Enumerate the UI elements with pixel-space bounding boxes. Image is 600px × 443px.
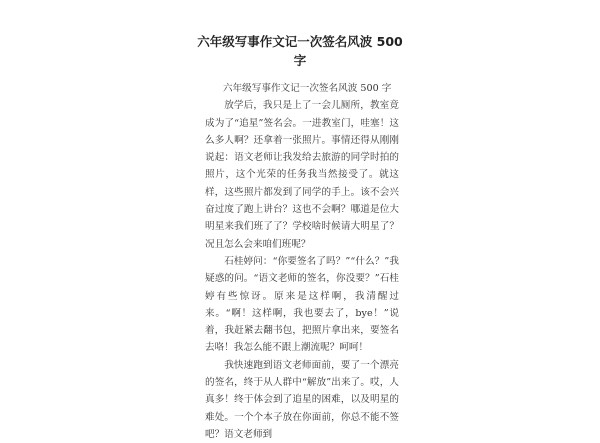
document-title (150, 32, 450, 70)
article-body (205, 80, 399, 443)
article-paragraph-3: 我快速跑到语文老师面前，要了一个漂亮的签名，终于从人群中“解放”出来了。哎，人真多！终于体会到了追星的困难，以及明星的难处。一个个本子放在你面前，你总不能不签吧？语文老师到 (205, 359, 399, 440)
article-paragraph-2: 石桂婷问：“你要签名了吗？”“什么？”我疑惑的问。“语文老师的签名，你没要？”石桂婷有些惊讶。原来是这样啊，我清醒过来。“啊！这样啊，我也要去了，bye！”说着，我赶紧去翻书包，把照片拿出来，要签名去咯！我怎么能不跟上潮流呢？呵呵！ (205, 255, 399, 354)
article-subtitle: 六年级写事作文记一次签名风波 500 字 (223, 83, 392, 94)
document-title-line-1: 六年级写事作文记一次签名风波 500 (197, 34, 403, 49)
article-paragraph-1: 放学后，我只是上了一会儿厕所，教室竟成为了“追星”签名会。一进教室门，哇塞！这么多人啊？还拿着一张照片。事情还得从刚刚说起：语文老师让我发给去旅游的同学时拍的照片，这个光荣的任务我当然接受了。就这样，这些照片都发到了同学的手上。该不会兴奋过度了跑上讲台？这也不会啊？哪道是位大明星来我们班了了？学校啥时候请大明星了？况且怎么会来咱们班呢？ (205, 100, 399, 250)
document-title-line-2: 字 (293, 53, 307, 68)
